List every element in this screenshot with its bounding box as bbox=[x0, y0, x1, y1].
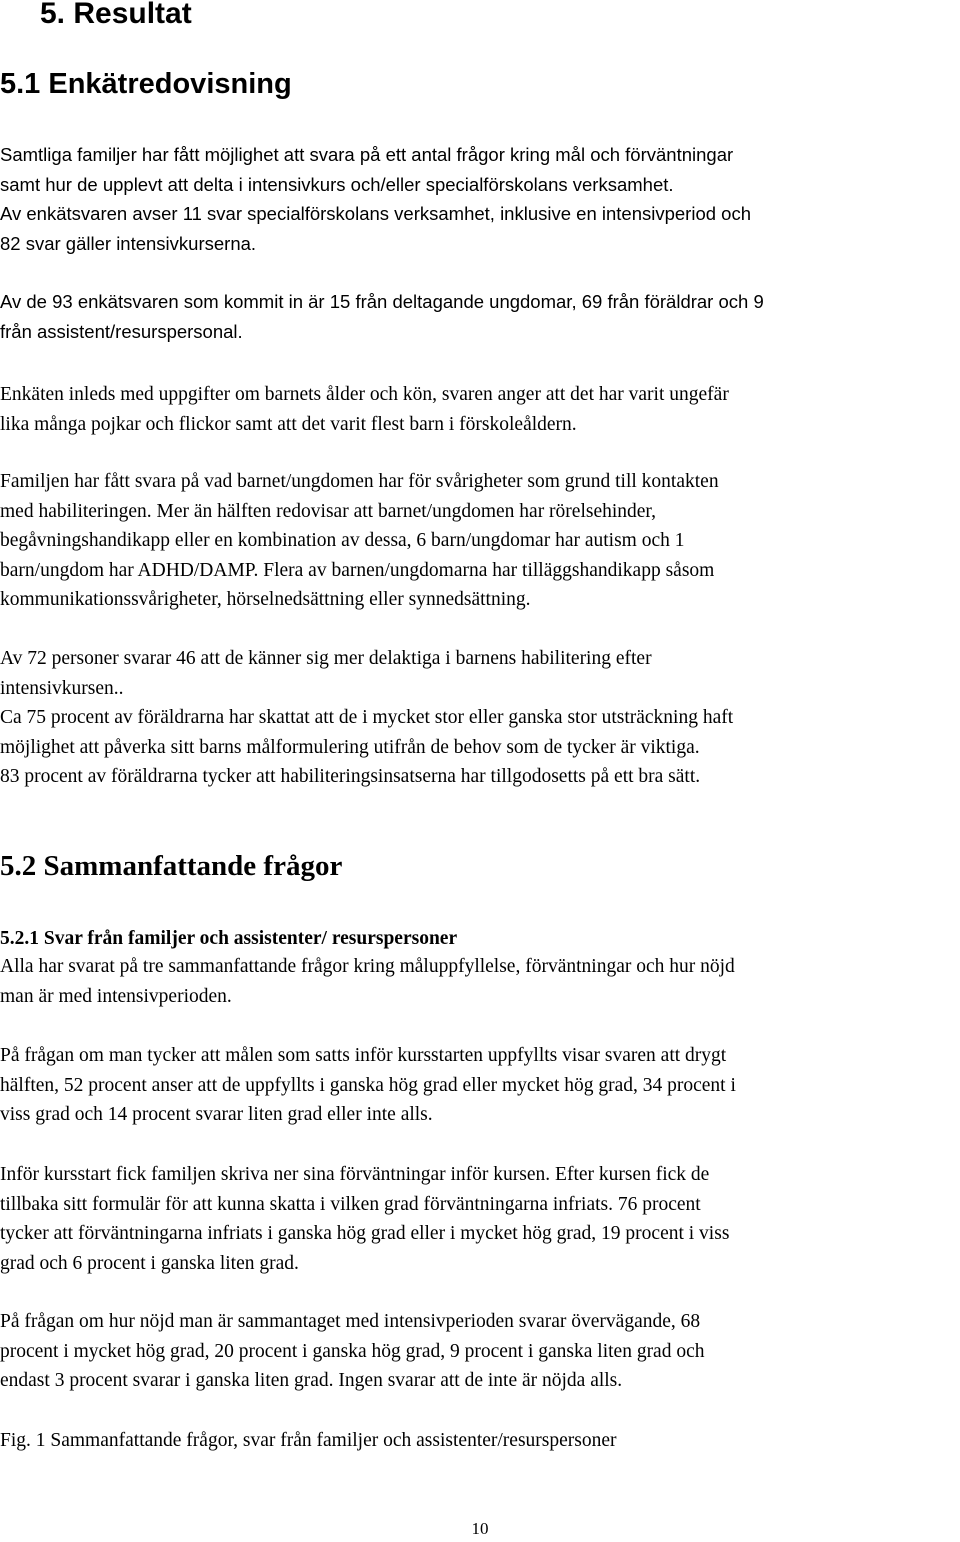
text-line: lika många pojkar och flickor samt att det varit flest barn i förskoleåldern. bbox=[0, 413, 577, 435]
text-line: med habiliteringen. Mer än hälften redovisar att barnet/ungdomen har rörelsehinder, bbox=[0, 500, 657, 522]
text-line: Av enkätsvaren avser 11 svar specialförskolans verksamhet, inklusive en intensivperiod och bbox=[0, 203, 751, 224]
text-line: man är med intensivperioden. bbox=[0, 985, 232, 1007]
text-line: endast 3 procent svarar i ganska liten grad. Ingen svarar att de inte är nöjda alls. bbox=[0, 1370, 623, 1391]
paragraph-1 bbox=[0, 140, 960, 258]
page-number: 10 bbox=[471, 1519, 489, 1538]
text-line: 83 procent av föräldrarna tycker att habiliteringsinsatserna har tillgodosetts på ett bra sätt. bbox=[0, 766, 701, 787]
paragraph-4 bbox=[0, 467, 960, 615]
text-line: intensivkursen.. bbox=[0, 677, 124, 699]
text-line: samt hur de upplevt att delta i intensivkurs och/eller specialförskolans verksamhet. bbox=[0, 173, 674, 195]
text-line: Av 72 personer svarar 46 att de känner sig mer delaktiga i barnens habilitering efter bbox=[0, 648, 652, 669]
text-line: kommunikationssvårigheter, hörselnedsättning eller synnedsättning. bbox=[0, 589, 531, 610]
text-line: Ca 75 procent av föräldrarna har skattat att de i mycket stor eller ganska stor utsträckning haft bbox=[0, 707, 734, 728]
text-line: viss grad och 14 procent svarar liten grad eller inte alls. bbox=[0, 1104, 433, 1125]
text-line: På frågan om hur nöjd man är sammantaget med intensivperioden svarar övervägande, 68 bbox=[0, 1311, 701, 1332]
text-line: På frågan om man tycker att målen som satts inför kursstarten uppfyllts visar svaren att drygt bbox=[0, 1045, 727, 1066]
text-line: barn/ungdom har ADHD/DAMP. Flera av barnen/ungdomarna har tilläggshandikapp såsom bbox=[0, 559, 715, 581]
paragraph-2 bbox=[0, 287, 960, 346]
text-line: Inför kursstart fick familjen skriva ner sina förväntningar inför kursen. Efter kursen fick de bbox=[0, 1164, 710, 1185]
paragraph-3 bbox=[0, 380, 960, 439]
text-line: 82 svar gäller intensivkurserna. bbox=[0, 232, 257, 254]
text-line: Alla har svarat på tre sammanfattande frågor kring måluppfyllelse, förväntningar och hur nöjd bbox=[0, 956, 735, 977]
text-line: tycker att förväntningarna infriats i ganska hög grad eller i mycket hög grad, 19 procent i viss bbox=[0, 1223, 730, 1244]
text-line: procent i mycket hög grad, 20 procent i ganska hög grad, 9 procent i ganska liten grad och bbox=[0, 1340, 705, 1362]
section-title-5-2: 5.2 Sammanfattande frågor bbox=[0, 850, 343, 882]
paragraph-6 bbox=[0, 952, 960, 1011]
text-line: Samtliga familjer har fått möjlighet att svara på ett antal frågor kring mål och förväntningar bbox=[0, 144, 734, 165]
paragraph-7 bbox=[0, 1041, 960, 1130]
subsection-title-5-2-1: 5.2.1 Svar från familjer och assistenter/ resurspersoner bbox=[0, 928, 458, 949]
text-line: Familjen har fått svara på vad barnet/ungdomen har för svårigheter som grund till kontakten bbox=[0, 471, 719, 492]
section-title-5-1: 5.1 Enkätredovisning bbox=[0, 68, 292, 100]
text-line: möjlighet att påverka sitt barns målformulering utifrån de behov som de tycker är viktiga. bbox=[0, 736, 700, 758]
caption-text: Fig. 1 Sammanfattande frågor, svar från familjer och assistenter/resurspersoner bbox=[0, 1430, 617, 1451]
text-line: från assistent/resurspersonal. bbox=[0, 320, 243, 342]
figure-caption bbox=[0, 1426, 960, 1456]
text-line: Enkäten inleds med uppgifter om barnets ålder och kön, svaren anger att det har varit ungefär bbox=[0, 384, 729, 405]
text-line: tillbaka sitt formulär för att kunna skatta i vilken grad förväntningarna infriats. 76 procent bbox=[0, 1193, 701, 1215]
paragraph-5 bbox=[0, 644, 960, 792]
text-line: begåvningshandikapp eller en kombination av dessa, 6 barn/ungdomar har autism och 1 bbox=[0, 530, 685, 551]
paragraph-9 bbox=[0, 1307, 960, 1396]
text-line: hälften, 52 procent anser att de uppfyllts i ganska hög grad eller mycket hög grad, 34 procent i bbox=[0, 1074, 736, 1096]
paragraph-8 bbox=[0, 1160, 960, 1278]
text-line: grad och 6 procent i ganska liten grad. bbox=[0, 1252, 299, 1274]
heading-resultat: 5. Resultat bbox=[40, 0, 192, 30]
text-line: Av de 93 enkätsvaren som kommit in är 15 från deltagande ungdomar, 69 från föräldrar och 9 bbox=[0, 291, 764, 312]
